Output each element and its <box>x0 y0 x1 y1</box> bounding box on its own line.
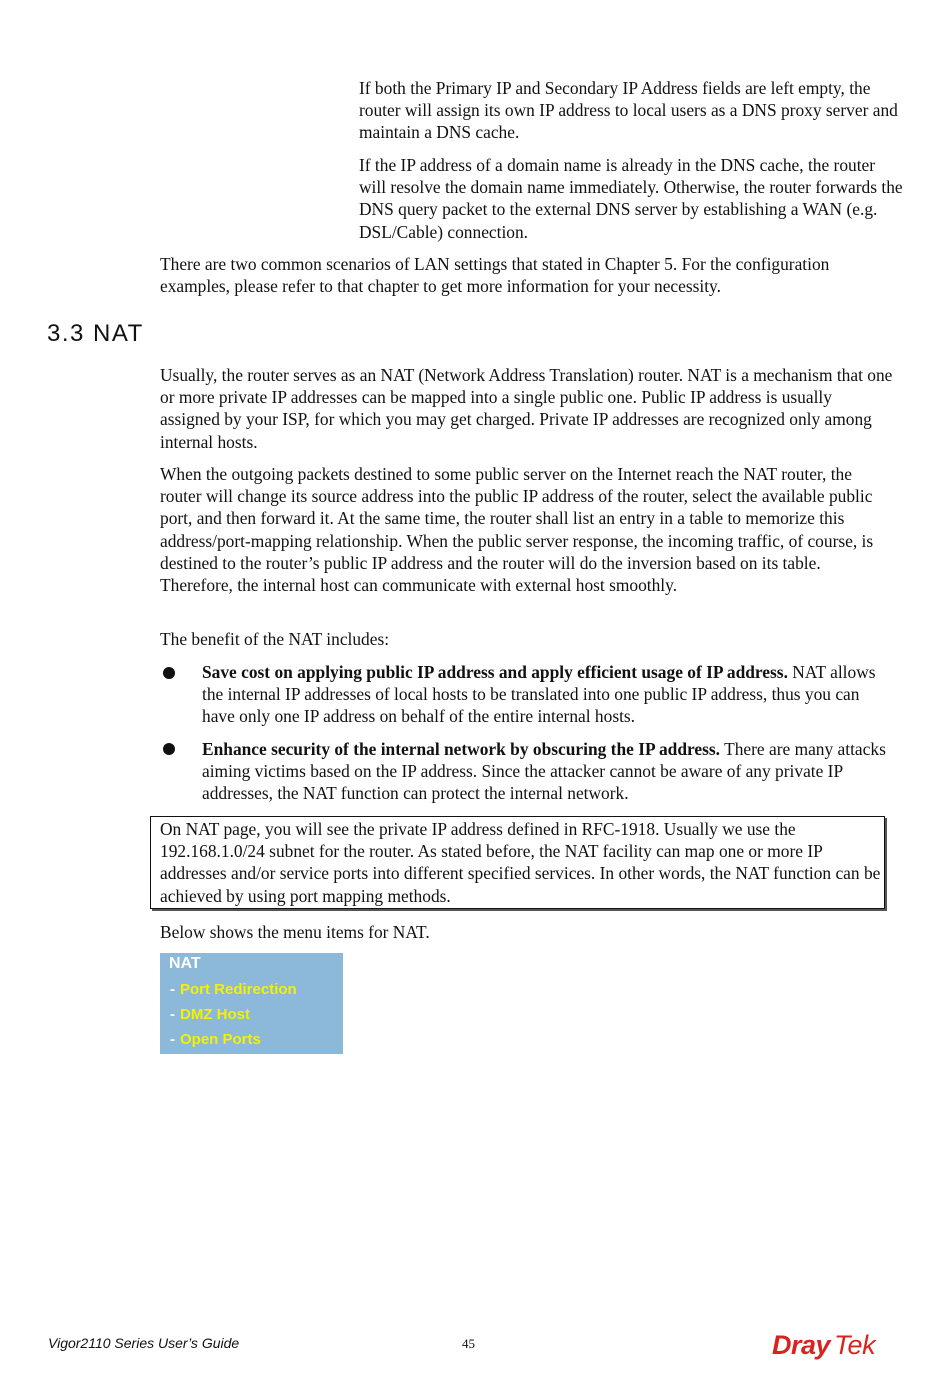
dash-icon: - <box>170 1031 175 1048</box>
menu-intro-paragraph: Below shows the menu items for NAT. <box>160 922 430 942</box>
nat-menu-title: NAT <box>169 955 201 972</box>
menu-item-port-redirection[interactable] <box>170 981 297 998</box>
section-heading: 3.3 NAT <box>47 320 144 347</box>
benefit-item-security <box>202 738 892 805</box>
dash-icon: - <box>170 981 175 998</box>
dns-cache-paragraph: If the IP address of a domain name is already in the DNS cache, the router will resolve the domain name immediately. Otherwise, the router forwards the DNS query packet to the external DNS server by establishing a WAN (e.g. DSL/Cable) connection. <box>359 155 903 242</box>
menu-item-dmz-host[interactable] <box>170 1006 250 1023</box>
benefit-title: Enhance security of the internal network by obscuring the IP address. <box>202 739 721 759</box>
lan-scenarios-paragraph: There are two common scenarios of LAN settings that stated in Chapter 5. For the configuration examples, please refer to that chapter to get more information for your necessity. <box>160 254 830 297</box>
benefit-description: There are many attacks aiming victims based on the IP address. Since the attacker cannot be aware of any private IP addresses, the NAT function can protect the internal network. <box>202 739 886 804</box>
menu-item-label: Open Ports <box>180 1031 261 1048</box>
draytek-logo <box>772 1330 875 1361</box>
logo-tek: Tek <box>834 1330 876 1360</box>
logo-dray: Dray <box>772 1330 831 1360</box>
nat-intro-paragraph: Usually, the router serves as an NAT (Network Address Translation) router. NAT is a mechanism that one or more private IP addresses can be mapped into a single public one. Public IP address is usually assigned by your ISP, for which you may get charged. Private IP addresses are recognized only among internal hosts. <box>160 365 893 452</box>
bullet-icon <box>163 743 175 755</box>
dash-icon: - <box>170 1006 175 1023</box>
footer-guide-title: Vigor2110 Series User’s Guide <box>48 1335 240 1351</box>
bullet-icon <box>163 667 175 679</box>
nat-menu-panel <box>160 953 343 1054</box>
menu-item-label: Port Redirection <box>180 981 297 998</box>
dns-empty-paragraph: If both the Primary IP and Secondary IP Address fields are left empty, the router will assign its own IP address to local users as a DNS proxy server and maintain a DNS cache. <box>359 78 898 143</box>
benefit-title: Save cost on applying public IP address and apply efficient usage of IP address. <box>202 662 788 682</box>
nat-benefit-intro: The benefit of the NAT includes: <box>160 629 390 649</box>
page-number: 45 <box>462 1336 475 1351</box>
menu-item-label: DMZ Host <box>180 1006 250 1023</box>
nat-operation-paragraph: When the outgoing packets destined to some public server on the Internet reach the NAT router, the router will change its source address into the public IP address of the router, select the available public port, and then forward it. At the same time, the router shall list an entry in a table to memorize this address/port-mapping relationship. When the public server response, the incoming traffic, of course, is destined to the router’s public IP address and the router will do the inversion based on its table. Therefore, the internal host can communicate with external host smoothly. <box>160 464 874 596</box>
benefit-description: NAT allows the internal IP addresses of local hosts to be translated into one public IP address, thus you can have only one IP address on behalf of the entire internal hosts. <box>202 662 876 727</box>
note-text: On NAT page, you will see the private IP address defined in RFC-1918. Usually we use the 192.168.1.0/24 subnet for the router. As stated before, the NAT facility can map one or more IP addresses and/or service ports into different specified services. In other words, the NAT function can be achieved by using port mapping methods. <box>160 819 881 906</box>
menu-item-open-ports[interactable] <box>170 1031 261 1048</box>
benefit-item-cost <box>202 661 892 728</box>
